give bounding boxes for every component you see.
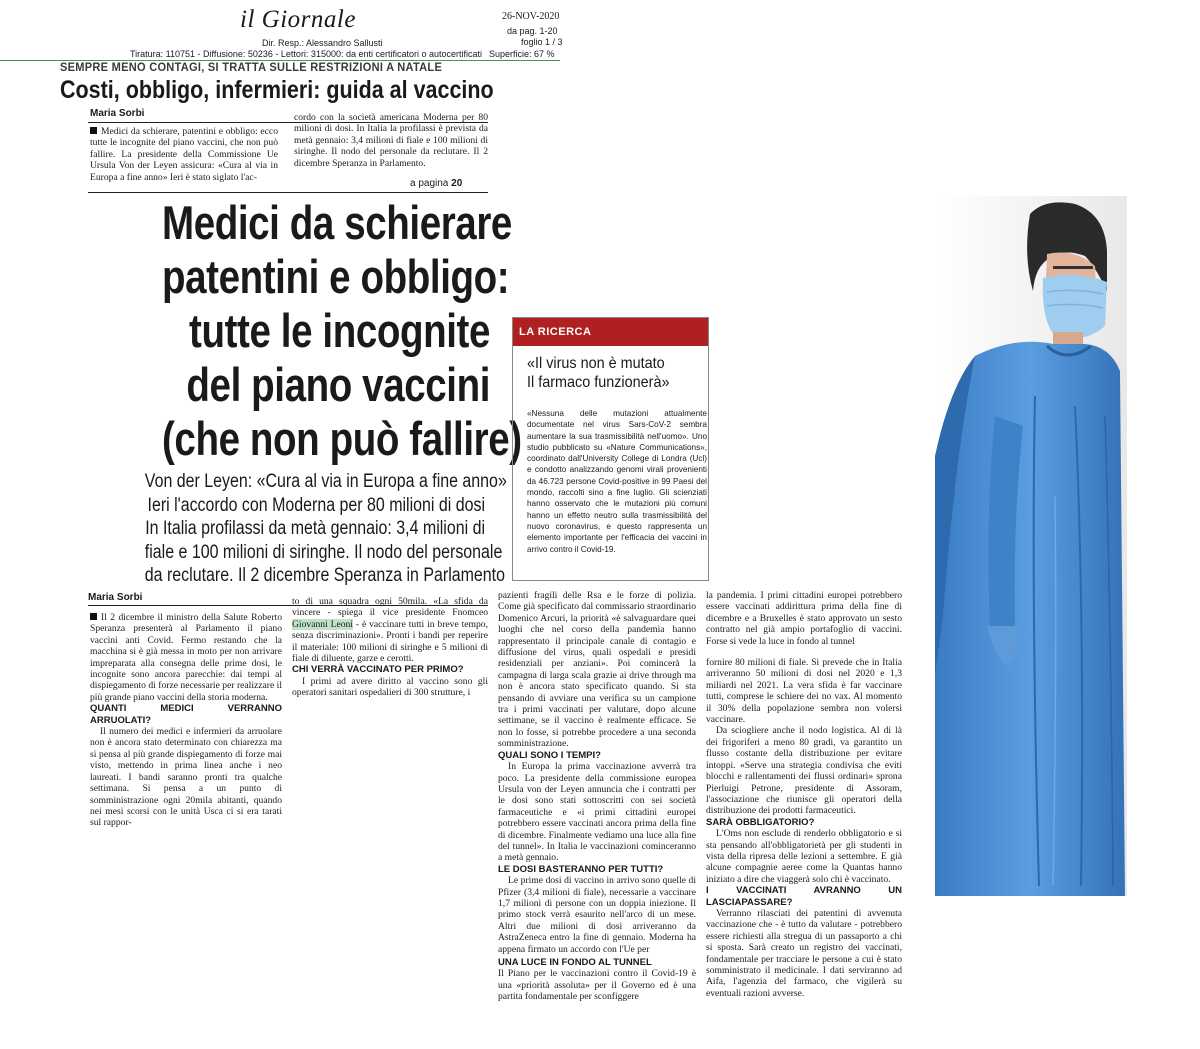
masthead-page-range: da pag. 1-20 <box>507 26 558 36</box>
bullet-square <box>90 127 97 134</box>
highlighted-name: Giovanni Leoni <box>292 618 353 630</box>
photo-health-worker <box>935 196 1127 896</box>
research-box-text: «Nessuna delle mutazioni attualmente documentate nel virus Sars-CoV-2 sembra aumentare la sua trasmissibilità nell'uomo». Uno studio pubblicato su «Nature Communications», coordinato dall'University College di Londra (Ucl) e condotto analizzando genomi virali provenienti da 46.723 persone Covid-positive in 99 Paesi del mondo, raccolti sino a fine luglio. Gli scienziati hanno osservato che le mutazioni più comuni hanno un effetto neutro sulla trasmissibilità del nuovo coronavirus, e questo rappresenta un elemento importante per l'efficacia dei vaccini in arrivo contro il Covid-19. <box>527 409 707 554</box>
front-byline: Maria Sorbi <box>90 108 145 119</box>
front-title: Costi, obbligo, infermieri: guida al vaccino <box>60 76 494 104</box>
section-heading: LE DOSI BASTERANNO PER TUTTI? <box>498 863 664 875</box>
front-rule-bottom <box>88 192 488 193</box>
masthead-surface: Superficie: 67 % <box>489 49 555 59</box>
research-box-bar <box>513 318 708 346</box>
bullet-square <box>90 613 97 620</box>
article-col-2: to di una squadra ogni 50mila. «La sfida da vincere - spiega il vice presidente Fnomceo Giovanni Leoni - è vaccinare tutti in breve tempo, senza discriminazioni». Pronti i bandi per reperire il materiale: 100 milioni di siringhe e 5 milioni di fiale di diluente, garze e cerotti. CHI VERRÀ VACCINATO PER PRIMO? I primi ad avere diritto al vaccino sono gli operatori sanitari ospedalieri di 300 strutture, i <box>292 596 489 699</box>
article-byline: Maria Sorbi <box>88 592 143 603</box>
front-page-ref: a pagina 20 <box>410 178 463 189</box>
article-col-1: Il 2 dicembre il ministro della Salute Roberto Speranza presenterà al Parlamento il piano vaccini anti Covid. Fermo restando che la macchina si è già messa in moto per non arrivare impreparata alla consegna delle prime dosi, le incognite sono ancora parecchie: dai tempi al dispiegamento di forze necessarie per realizzare il più grande piano vaccini della storia moderna. QUANTI MEDICI VERRANNO ARRUOLATI? Il numero dei medici e infermieri da arruolare non è ancora stato determinato con chiarezza ma si pensa al più grande dispiegamento di forze mai visto, mettendo in prima linea anche i neo laureati. I bandi saranno pronti tra qualche settimana. Si pensa a un punto di somministrazione ogni 20mila abitanti, quando nei mesi scorsi con le unità Usca ci si era tarati sul rappor- <box>90 612 282 829</box>
article-col-3: pazienti fragili delle Rsa e le forze di polizia. Come già specificato dal commissario straordinario Domenico Arcuri, la priorità «è salvaguardare quei luoghi che nel corso della pandemia hanno rappresentato il principale canale di contagio e diffusione del virus, quali ospedali e presidi residenziali per anziani». Poi comincerà la campagna di larga scala grazie ai drive through ma non è ancora stato specificato quando. Si sta pensando di avviare una verifica su un campione tra i primi vaccinati per valutare, dopo alcune settimane, se il vaccino è realmente efficace. Se non lo fosse, si potrebbe procedere a una seconda somministrazione. QUALI SONO I TEMPI? In Europa la prima vaccinazione avverrà tra poco. La presidente della commissione europea Ursula von der Leyen annuncia che i contratti per le dosi sono stati sottoscritti con sei società farmaceutiche e «i primi cittadini europei potrebbero essere vaccinati ancora prima della fine di dicembre. Finalmente vediamo una luce alla fine del tunnel». In Italia le vaccinazioni cominceranno a metà gennaio. LE DOSI BASTERANNO PER TUTTI? Le prime dosi di vaccino in arrivo sono quelle di Pfizer (3,4 milioni di fiale), necessarie a vaccinare 1,7 milioni di persone con un doppia iniezione. Il primo stock verrà esaurito nell'arco di un mese. Altri due milioni di dosi arriveranno da AstraZeneca entro la fine di gennaio. Moderna ha appena firmato un accordo con l'Ue per UNA LUCE IN FONDO AL TUNNEL Il Piano per le vaccinazioni contro il Covid-19 è una «priorità assoluta» per il Governo ed è una partita fondamentale per sconfiggere <box>498 590 696 1003</box>
masthead-dir-resp: Dir. Resp.: Alessandro Sallusti <box>262 38 383 48</box>
research-box-label: LA RICERCA <box>519 326 592 338</box>
photo-illustration <box>935 196 1127 896</box>
section-heading: QUANTI MEDICI VERRANNO ARRUOLATI? <box>90 703 282 726</box>
main-subhead: Von der Leyen: «Cura al via in Europa a fine anno» Ieri l'accordo con Moderna per 80 milioni di dosi In Italia profilassi da metà gennaio: 3,4 milioni di fiale e 100 milioni di siringhe. Il nodo del personale da reclutare. Il 2 dicembre Speranza in Parlamento <box>144 471 507 586</box>
article-col-4: la pandemia. I primi cittadini europei potrebbero essere vaccinati addirittura prima della fine di dicembre e a Bruxelles è stato approvato un sesto contratto nel già ampio portafoglio di vaccini. Forse si vede la luce in fondo al tunnel fornire 80 milioni di fiale. Si prevede che in Italia arriveranno 50 milioni di dosi nel 2020 e 1,3 miliardi nel 2021. La vera sfida è far vaccinare tutti, comprese le schiere dei no vax. Al momento il 30% della popolazione sembra non volersi vaccinare. Da sciogliere anche il nodo logistica. Al di là dei frigoriferi a meno 80 gradi, va garantito un flusso costante della distribuzione per evitare intoppi. «Serve una strategia condivisa che eviti blocchi e rallentamenti dei flussi ordinari» sprona Pierluigi Petrone, presidente di Assoram, l'associazione che riunisce gli operatori della distribuzione dei prodotti farmaceutici. SARÀ OBBLIGATORIO? L'Oms non esclude di renderlo obbligatorio e si sta pensando all'obbligatorietà per gli studenti in vista della ripresa delle lezioni a settembre. E già alcune compagnie aeree come la Quantas hanno iniziato a dire che viaggerà solo chi è vaccinato. I VACCINATI AVRANNO UN LASCIAPASSARE? Verranno rilasciati dei patentini di avvenuta vaccinazione che - è tutto da valutare - potrebbero essere richiesti alla stregua di un passaporto a chi si sposta. Sarà creato un registro dei vaccinati, fondamentale per tracciare le persone a cui è stato somministrato il medicinale. I dati serviranno ad Aifa, l'agenzia del farmaco, che vigilerà su eventuali razioni avverse. <box>706 590 902 999</box>
section-heading: UNA LUCE IN FONDO AL TUNNEL <box>498 957 652 968</box>
research-box-title: «Il virus non è mutato Il farmaco funzionerà» <box>527 355 670 391</box>
section-heading: CHI VERRÀ VACCINATO PER PRIMO? <box>292 664 464 676</box>
masthead-stats: Tiratura: 110751 - Diffusione: 50236 - Lettori: 315000: da enti certificatori o autocertificati <box>130 49 483 59</box>
masthead-name: il Giornale <box>240 6 356 33</box>
masthead-sheet: foglio 1 / 3 <box>521 37 563 47</box>
main-headline: Medici da schierare patentini e obbligo: tutte le incognite del piano vaccini (che non può fallire) <box>162 196 522 465</box>
front-col-1: Medici da schierare, patentini e obbligo: ecco tutte le incognite del piano vaccini, che non può fallire. La presidente della Commissione Ue Ursula Von der Leyen assicura: «Cura al via in Europa a fine anno» Ieri è stato siglato l'ac- <box>90 126 278 183</box>
section-heading: QUALI SONO I TEMPI? <box>498 749 601 761</box>
section-heading: I VACCINATI AVRANNO UN LASCIAPASSARE? <box>706 885 902 908</box>
section-heading: SARÀ OBBLIGATORIO? <box>706 816 815 828</box>
research-box <box>512 317 709 581</box>
front-col-2: cordo con la società americana Moderna per 80 milioni di dosi. In Italia la profilassi è prevista da metà gennaio: 3,4 milioni di fiale e 100 milioni di siringhe. Il nodo del personale da reclutare. Il 2 dicembre Speranza in Parlamento. <box>294 112 488 169</box>
front-kicker: SEMPRE MENO CONTAGI, SI TRATTA SULLE RESTRIZIONI A NATALE <box>60 60 443 74</box>
masthead-date: 26-NOV-2020 <box>502 11 560 22</box>
